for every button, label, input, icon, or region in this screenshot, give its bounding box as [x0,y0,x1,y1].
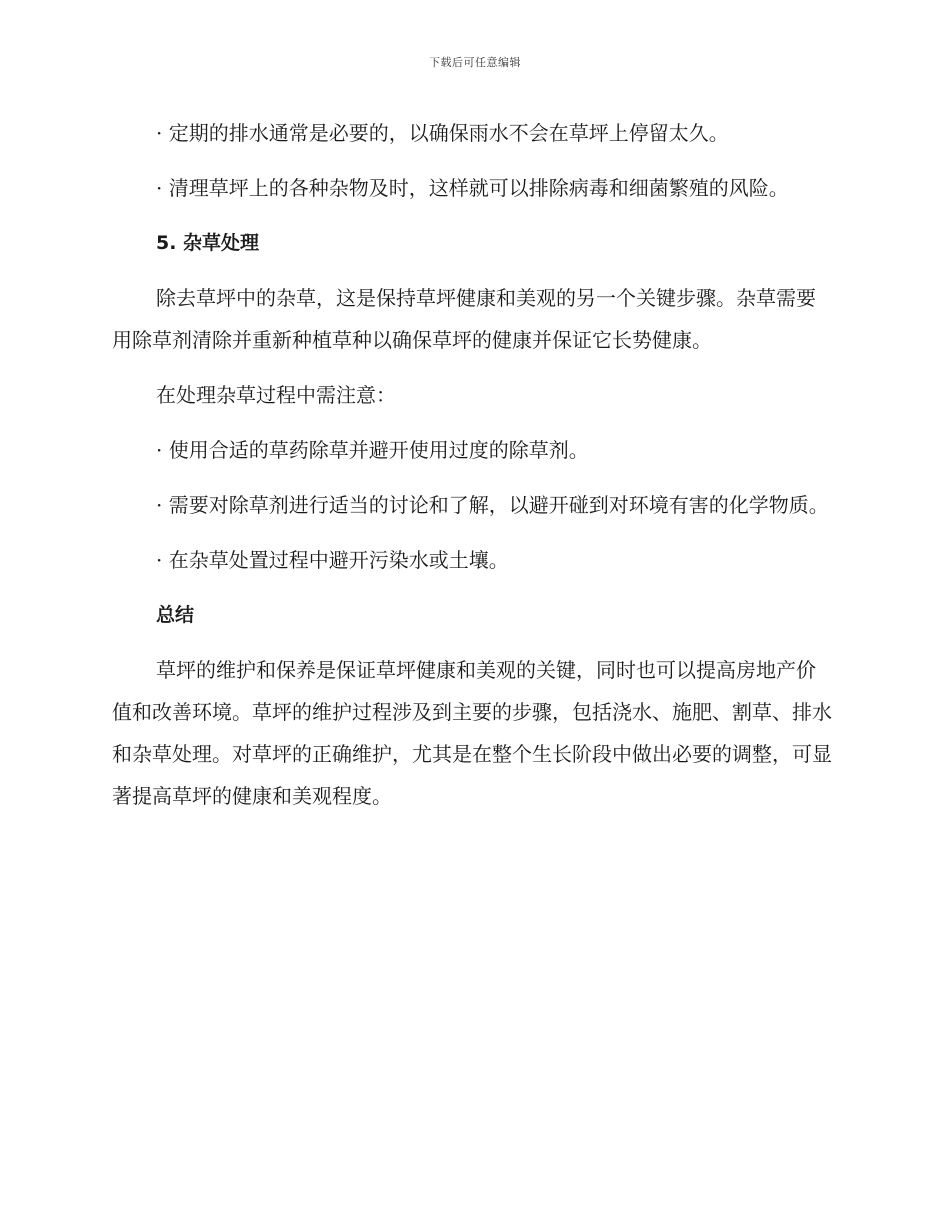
paragraph-weed-notes-intro: 在处理杂草过程中需注意： [156,383,396,407]
bullet-debris: · 清理草坪上的各种杂物及时，这样就可以排除病毒和细菌繁殖的风险。 [156,176,789,200]
paragraph-weed-removal: 除去草坪中的杂草，这是保持草坪健康和美观的另一个关键步骤。杂草需要用除草剂清除并重新种植草种以确保草坪的健康并保证它长势健康。 [112,286,816,352]
bullet-herbicide-research: · 需要对除草剂进行适当的讨论和了解，以避开碰到对环境有害的化学物质。 [156,493,829,517]
page-header: 下载后可任意编辑 [429,56,521,69]
bullet-herbicide-usage: · 使用合适的草药除草并避开使用过度的除草剂。 [156,438,589,462]
bullet-avoid-pollution: · 在杂草处置过程中避开污染水或土壤。 [156,548,509,572]
paragraph-summary: 草坪的维护和保养是保证草坪健康和美观的关键，同时也可以提高房地产价值和改善环境。草坪的维护过程涉及到主要的步骤，包括浇水、施肥、割草、排水和杂草处理。对草坪的正确维护，尤其是在整个生长阶段中做出必要的调整，可显著提高草坪的健康和美观程度。 [112,658,832,808]
bullet-drainage: · 定期的排水通常是必要的，以确保雨水不会在草坪上停留太久。 [156,121,729,145]
section-heading-summary: 总结 [156,604,195,626]
document-body [112,112,832,830]
section-heading-weeds: 5. 杂草处理 [156,232,260,254]
